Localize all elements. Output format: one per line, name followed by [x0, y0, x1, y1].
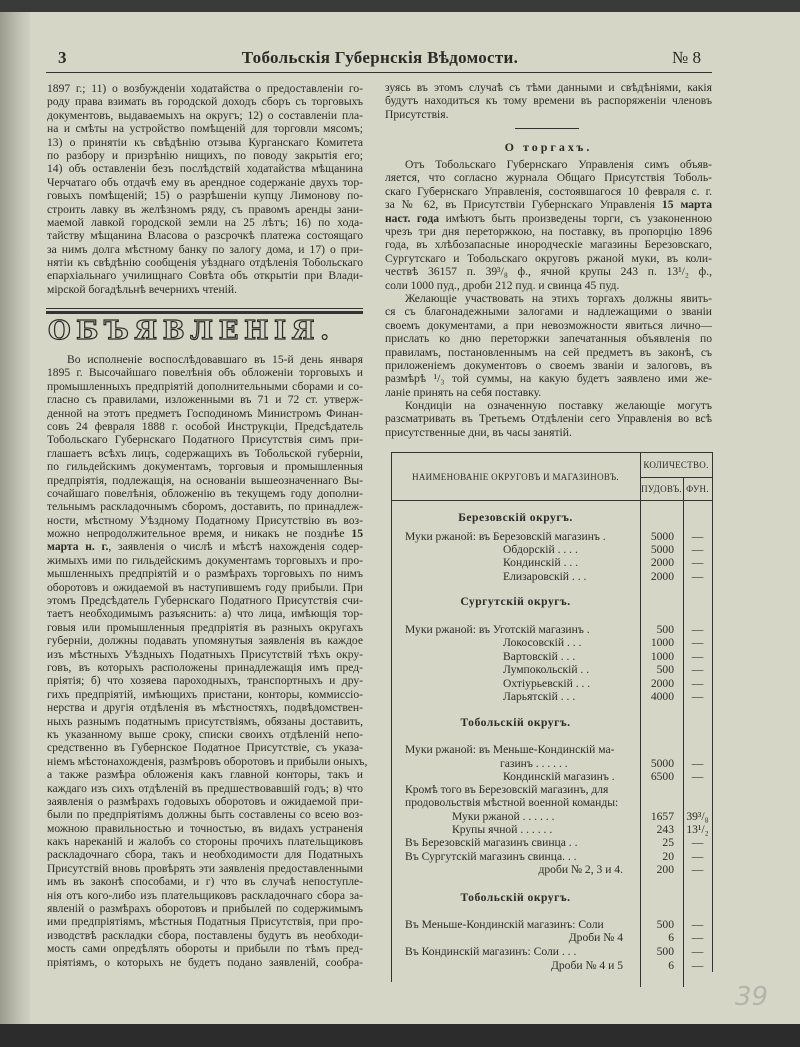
text-line: за нимъ долга мѣстному банку по залогу дома, и 17) о при-	[47, 242, 363, 256]
quantity-pud: 1000	[650, 636, 674, 649]
bold-text: марта н. г.	[47, 540, 109, 554]
text-line: къ указанному выше сроку, списки своихъ отдѣленій непо-	[47, 727, 363, 741]
text-line: чрезъ три дня переторжкою, на поставку, въ пропорцію 1896	[385, 224, 712, 238]
quantity-fun: 13¹/₂	[686, 823, 709, 836]
text-line: размѣрѣ ¹/₃ той суммы, на какую будетъ заявлено ими же-	[385, 372, 712, 386]
text-line: явленій о размѣрахъ оборотовъ и прибылей по содержимымъ	[47, 902, 363, 916]
text-line: нерства и другія отдѣленія въ мѣстностяхъ, подвѣдомствен-	[47, 701, 363, 715]
pencil-page-mark: 39	[735, 982, 769, 1012]
item-label: Кромѣ того въ Березовскій магазинъ, для	[405, 783, 609, 796]
banner-rule-thick	[46, 311, 363, 314]
item-label: Муки ржаной: въ Уготскій магазинъ .	[405, 623, 590, 636]
district-heading: Березовскій округъ.	[458, 511, 573, 524]
text-line: приложеніемъ документовъ о своемъ званіи и залоговъ, въ	[385, 358, 712, 372]
text-line: будутъ находиться къ тому времени въ распоряженіи членовъ	[385, 94, 712, 108]
header-name: НАИМЕНОВАНІЕ ОКРУГОВЪ И МАГАЗИНОВЪ.	[412, 472, 619, 482]
table-row	[391, 918, 712, 932]
text-line: соли 1000 пуд., дроби 212 пуд. и свинца 45 пуд.	[385, 278, 620, 292]
text-line: мышленныхъ предпріятій и о размѣрахъ торговыхъ по нимъ	[47, 567, 363, 581]
text-run: имѣютъ быть произведены торги, съ узаконенною	[439, 211, 712, 225]
item-label: Въ Сургутскій магазинъ свинца. . .	[405, 850, 577, 863]
item-label: Елизаровскій . . .	[503, 570, 587, 583]
section-title-announcements: ОБЪЯВЛЕНІЯ.	[48, 316, 335, 346]
quantity-pud: 200	[656, 863, 674, 876]
text-line: маемой лавкой городской земли на 25 лѣтъ; 16) по хода-	[47, 215, 363, 229]
text-line: по гильдейскимъ документамъ, торговыя и промышленныя	[47, 460, 363, 474]
table-row	[391, 850, 712, 864]
text-line: изводствѣ раскладки сбора, поставлены будутъ въ необходи-	[47, 928, 363, 942]
text-line: 1897 г.; 11) о возбужденіи ходатайства о предоставленіи го-	[47, 82, 363, 95]
item-label: Муки ржаной: въ Березовскій магазинъ .	[405, 530, 606, 543]
table-row	[391, 543, 712, 557]
quantity-fun: —	[691, 836, 704, 849]
text-line: нятіи къ свѣдѣнію сообщенія уѣзднаго отдѣленія Тобольскаго	[47, 256, 363, 270]
text-line: губерніи, должны подавать упомянутыя заявленія въ каждое	[47, 634, 363, 648]
quantity-pud: 500	[656, 945, 674, 958]
table-row	[391, 796, 712, 810]
text-line	[385, 198, 712, 211]
text-line: Присутствія.	[385, 107, 449, 121]
quantity-fun: —	[691, 543, 704, 556]
text-line: 13) о принятіи къ свѣдѣнію отзыва Курганскаго Комитета	[47, 135, 363, 149]
item-label: Въ Меньше-Кондинскій магазинъ: Соли	[405, 918, 604, 931]
text-run: за № 62, въ Присутствіи Губернскаго Управленія	[385, 198, 655, 212]
quantity-fun: —	[691, 530, 704, 543]
item-label: продовольствія мѣстной военной команды:	[405, 796, 619, 809]
left-column-minutes	[47, 82, 363, 296]
quantity-pud: 4000	[650, 690, 674, 703]
text-line: предпріятія, подлежащія, на основаніи вышеозначеннаго Вы-	[47, 473, 363, 487]
quantity-fun: —	[691, 770, 704, 783]
text-line: имъ въ законѣ способами, и г) что въ случаѣ непоступле-	[47, 875, 363, 889]
table-row	[391, 945, 712, 959]
quantity-fun: —	[691, 850, 704, 863]
text-line: по разбору и призрѣнію нищихъ, по поводу закрытія его;	[47, 148, 363, 162]
item-label: Локосовскій . . .	[503, 636, 582, 649]
text-line: Присутствій вновь провѣрять эти заявленія предоставленными	[47, 861, 363, 875]
bold-text: наст. года	[385, 211, 440, 225]
text-line: ими предпріятіямъ, мѣстныя Податныя Присутствія, при про-	[47, 915, 363, 929]
quantity-pud: 20	[662, 850, 674, 863]
table-row	[391, 677, 712, 691]
table-row	[391, 757, 712, 771]
text-line: пріятіямъ, о которыхъ не будетъ подано заявленій, сообра-	[47, 955, 363, 969]
table-row	[391, 623, 712, 637]
quantity-pud: 1000	[650, 650, 674, 663]
quantity-fun: —	[691, 757, 704, 770]
text-line: гласно съ правилами, изложенными въ 71 и 72 ст. утверж-	[47, 393, 363, 407]
text-line: скаго Губернскаго Управленія, состоявшагося 10 февраля с. г.	[385, 184, 712, 198]
quantity-fun: —	[691, 677, 704, 690]
text-line: оборотовъ и ожидаемой въ наступившемъ году прибыли. При	[47, 580, 363, 594]
table-row	[391, 891, 712, 905]
quantity-pud: 2000	[650, 570, 674, 583]
quantity-fun: —	[691, 650, 704, 663]
header-pud: ПУДОВЪ.	[641, 484, 682, 494]
auction-paragraph-2	[385, 292, 712, 399]
scan-top-edge	[0, 0, 800, 12]
item-label: Въ Кондинскій магазинъ: Соли . . .	[405, 945, 577, 958]
district-heading: Тобольскій округъ.	[460, 891, 571, 904]
text-line: года, въ хлѣбозапасные инородческіе магазины Березовскаго,	[385, 238, 712, 252]
text-line: этомъ Предсѣдатель Губернскаго Податного Присутствія счи-	[47, 594, 363, 608]
table-row	[391, 570, 712, 584]
quantity-pud: 6	[668, 959, 674, 972]
item-label: Дроби № 4 и 5	[550, 959, 623, 972]
text-line: говыхъ помѣщеній; 15) о разрѣшеніи купцу Лимонову по-	[47, 189, 363, 203]
item-label: Вартовскій . . .	[503, 650, 576, 663]
quantity-pud: 500	[656, 663, 674, 676]
text-line: жимыхъ ими по гильдейскимъ документамъ торговыхъ и про-	[47, 553, 363, 567]
text-line: Отъ Тобольскаго Губернскаго Управленія симъ объяв-	[405, 158, 712, 171]
supply-table	[391, 452, 712, 987]
text-line: строить лавку въ желѣзномъ ряду, съ правомъ аренды зани-	[47, 202, 363, 216]
text-line: своемъ документами, а при невозможности явиться лично—	[385, 318, 712, 332]
text-line: нія отъ кого-либо изъ плательщиковъ раскладочнаго сбора за-	[47, 888, 363, 902]
quantity-pud: 25	[662, 836, 674, 849]
text-line: Во исполненіе воспослѣдовавшаго въ 15-й день января	[67, 353, 363, 366]
quantity-fun: —	[691, 918, 704, 931]
item-label: Охтіурьевскій . . .	[503, 677, 591, 690]
table-row	[391, 690, 712, 704]
text-line: заявленія о размѣрахъ годовыхъ оборотовъ и ожидаемой при-	[47, 794, 363, 808]
quantity-fun: —	[691, 556, 704, 569]
quantity-pud: 6500	[650, 770, 674, 783]
table-header-bottom	[391, 500, 712, 501]
item-label: Ларьятскій . . .	[503, 690, 576, 703]
quantity-fun: —	[691, 931, 704, 944]
quantity-fun: —	[691, 636, 704, 649]
text-line: ланіе принять на себя поставку.	[385, 385, 542, 399]
text-line: сочайшаго повелѣнія, обложенію въ текущемъ году дополни-	[47, 486, 363, 500]
quantity-fun: —	[691, 663, 704, 676]
quantity-fun: —	[691, 570, 704, 583]
text-line: присутственные дни, въ часы занятій.	[385, 425, 572, 439]
table-row	[391, 716, 712, 730]
quantity-fun: —	[691, 690, 704, 703]
quantity-fun: —	[691, 959, 704, 972]
bold-text: 15 марта	[661, 198, 712, 212]
quantity-fun: —	[691, 945, 704, 958]
text-line: а также размѣра обложенія какъ главной конторы, такъ и	[47, 768, 363, 782]
text-line: ности, мѣстному Уѣздному Податному Присутствію въ воз-	[47, 513, 363, 527]
header-fun: ФУН.	[686, 484, 709, 494]
table-row	[391, 743, 712, 757]
quantity-fun: 39³/₈	[686, 810, 709, 823]
quantity-pud: 5000	[650, 757, 674, 770]
item-label: Кондинскій магазинъ .	[503, 770, 615, 783]
table-row	[391, 595, 712, 609]
text-line: епархіальнаго училищнаго Совѣта объ открытіи при Влади-	[47, 269, 363, 283]
text-line: Кондиціи на означенную поставку желающіе могутъ	[405, 399, 712, 412]
text-line	[385, 212, 712, 225]
text-line: тельнымъ раскладочнымъ сборомъ, доставить, по принадлеж-	[47, 500, 363, 514]
table-border-top	[391, 452, 712, 453]
subhead-auctions: О торгахъ.	[504, 140, 593, 154]
table-row	[391, 530, 712, 544]
text-line: на и смѣты на устройство помѣщеній для торговли мясомъ;	[47, 122, 363, 136]
quantity-pud: 1657	[650, 810, 674, 823]
table-quantity-rule	[640, 477, 712, 478]
text-run: можно непродолжительное время, и никакъ не позднѣе	[47, 527, 345, 541]
item-label: Обдорскій . . . .	[503, 543, 578, 556]
text-line: чествѣ 36157 п. 39³/₈ ф., ячной крупы 243 п. 13¹/₂ ф.,	[385, 265, 712, 279]
auction-paragraph-1	[385, 158, 712, 292]
item-label: Муки ржаной . . . . . .	[452, 810, 555, 823]
table-row	[391, 556, 712, 570]
quantity-fun: —	[691, 623, 704, 636]
header-quantity: КОЛИЧЕСТВО.	[643, 460, 709, 470]
text-line: гихъ предпріятій, имѣющихъ пристани, конторы, коммиссіо-	[47, 687, 363, 701]
auction-paragraph-3	[385, 399, 712, 439]
quantity-pud: 243	[656, 823, 674, 836]
table-row	[391, 663, 712, 677]
banner-rule-thin	[46, 308, 363, 309]
text-line	[47, 527, 363, 540]
text-line: ныхъ разнымъ податнымъ присутствіямъ, обязаны доставить,	[47, 714, 363, 728]
item-label: дроби № 2, 3 и 4.	[538, 863, 623, 876]
quantity-fun: —	[691, 863, 704, 876]
table-row	[391, 836, 712, 850]
text-line: мірской богадѣльнѣ вечернихъ чтеній.	[47, 282, 237, 296]
scan-bottom-edge	[0, 1024, 800, 1047]
quantity-pud: 6	[668, 931, 674, 944]
text-line: раскладочнаго сбора, такъ и необходимости для Податныхъ	[47, 848, 363, 862]
right-column-continuation	[385, 81, 712, 121]
text-run: , заявленія о числѣ и мѣстѣ нахожденія содер-	[108, 540, 364, 554]
text-line: были по предпріятіямъ должны быть составлены со всею воз-	[47, 808, 363, 822]
text-line: совъ 24 февраля 1888 г. особой Инструкціи, Предсѣдатель	[47, 419, 363, 433]
item-label: Кондинскій . . .	[503, 556, 579, 569]
text-line: 1895 г. Высочайшаго повелѣнія объ обложеніи торговыхъ и	[47, 366, 363, 380]
text-line: прислать ко дню переторжки запечатанныя объявленія по	[385, 332, 712, 346]
text-line: денной на этотъ предметъ Господиномъ Министромъ Финан-	[47, 406, 363, 420]
text-line: ся съ благонадежными залогами и надлежащими о званіи	[385, 305, 712, 319]
text-line: глашаетъ всѣхъ лицъ, содержащихъ въ Тобольской губерніи,	[47, 446, 363, 460]
quantity-pud: 500	[656, 918, 674, 931]
issue-number: № 8	[672, 48, 701, 67]
table-row	[391, 783, 712, 797]
quantity-pud: 2000	[650, 677, 674, 690]
text-line: какъ нареканій и жалобъ со стороны прочихъ плательщиковъ	[47, 835, 363, 849]
item-label: Крупы ячной . . . . . .	[452, 823, 553, 836]
table-row	[391, 823, 712, 837]
table-row	[391, 931, 712, 945]
text-line: таетъ необходимымъ разъяснить: а) что лица, имѣющія тор-	[47, 607, 363, 621]
text-line: средственно въ Губернское Податное Присутствіе, съ указа-	[47, 741, 363, 755]
table-border-right	[712, 452, 713, 972]
text-line: правиламъ, постановленнымъ на сей предметъ въ законѣ, съ	[385, 345, 712, 359]
bold-text: 15	[351, 527, 363, 541]
district-heading: Тобольскій округъ.	[460, 716, 571, 729]
text-line: Черчатаго объ отдачѣ ему въ арендное содержаніе двухъ тор-	[47, 175, 363, 189]
table-row	[391, 511, 712, 525]
quantity-pud: 5000	[650, 543, 674, 556]
text-line: роду права взимать въ городской доходъ сборъ съ торговыхъ	[47, 95, 363, 109]
short-rule	[515, 128, 579, 129]
quantity-pud: 5000	[650, 530, 674, 543]
item-label: Муки ржаной: въ Меньше-Кондинскій ма-	[405, 743, 615, 756]
newspaper-title: Тобольскія Губернскія Вѣдомости.	[241, 48, 519, 67]
quantity-pud: 2000	[650, 556, 674, 569]
text-line: можною правильностью и точностью, въ видахъ устраненія	[47, 821, 363, 835]
item-label: Въ Березовскій магазинъ свинца . .	[405, 836, 578, 849]
table-row	[391, 959, 712, 973]
table-row	[391, 636, 712, 650]
text-line: ніемъ мѣстонахожденія, размѣровъ оборотовъ и прибыли оныхъ,	[47, 754, 368, 768]
text-line: говъ, въ которыхъ расположены принадлежащія имъ пред-	[47, 660, 363, 674]
table-row	[391, 810, 712, 824]
text-line: документовъ, выдаваемыхъ на округъ; 12) о составленіи пла-	[47, 108, 363, 122]
item-label: Дроби № 4	[568, 931, 623, 944]
text-line: зуясь въ этомъ случаѣ съ тѣми данными и свѣдѣніями, какія	[385, 81, 712, 94]
header-rule	[46, 72, 712, 73]
text-line: ляется, что согласно журнала Общаго Присутствія Тоболь-	[385, 171, 712, 185]
table-row	[391, 863, 712, 877]
item-label: газинъ . . . . . .	[500, 757, 568, 770]
page-number: 3	[58, 48, 67, 67]
text-line: тайству мѣщанина Власова о разсрочкѣ платежа состоящаго	[47, 229, 363, 243]
text-line: Тобольскаго Губернскаго Податного Присутствія симъ при-	[47, 433, 363, 447]
text-line: разсматривать въ Третьемъ Отдѣленіи сего Управленія во всѣ	[385, 412, 712, 426]
table-row	[391, 770, 712, 784]
table-row	[391, 650, 712, 664]
text-line: каждаго изъ сихъ отдѣленій въ предшествовавшій годъ; в) что	[47, 781, 363, 795]
text-line: пріятія; б) что хозяева пароходныхъ, транспортныхъ и дру-	[47, 674, 363, 688]
item-label: Лумпокольскій . .	[503, 663, 590, 676]
text-line: изъ мѣстныхъ Уѣздныхъ Податныхъ Присутствій тѣхъ окру-	[47, 647, 363, 661]
district-heading: Сургутскій округъ.	[460, 595, 571, 608]
left-column-tax-notice	[47, 353, 368, 969]
text-line: Желающіе участвовать на этихъ торгахъ должны явить-	[405, 292, 712, 305]
text-line	[47, 540, 363, 553]
text-line: мость сами опредѣлять обороты и прибыли по тѣмъ пред-	[47, 942, 363, 956]
adjacent-page-strip	[0, 12, 30, 1024]
text-line: 14) объ оставленіи безъ послѣдствій ходатайства мѣщанина	[47, 162, 363, 176]
text-line: промышленныхъ предпріятій дополнительными сборами и со-	[47, 379, 363, 393]
quantity-pud: 500	[656, 623, 674, 636]
text-line: Сургутскаго и Тобольскаго округовъ ржаной муки, въ коли-	[385, 251, 712, 265]
text-line: говыя или промышленныя предпріятія въ разныхъ округахъ	[47, 620, 363, 634]
